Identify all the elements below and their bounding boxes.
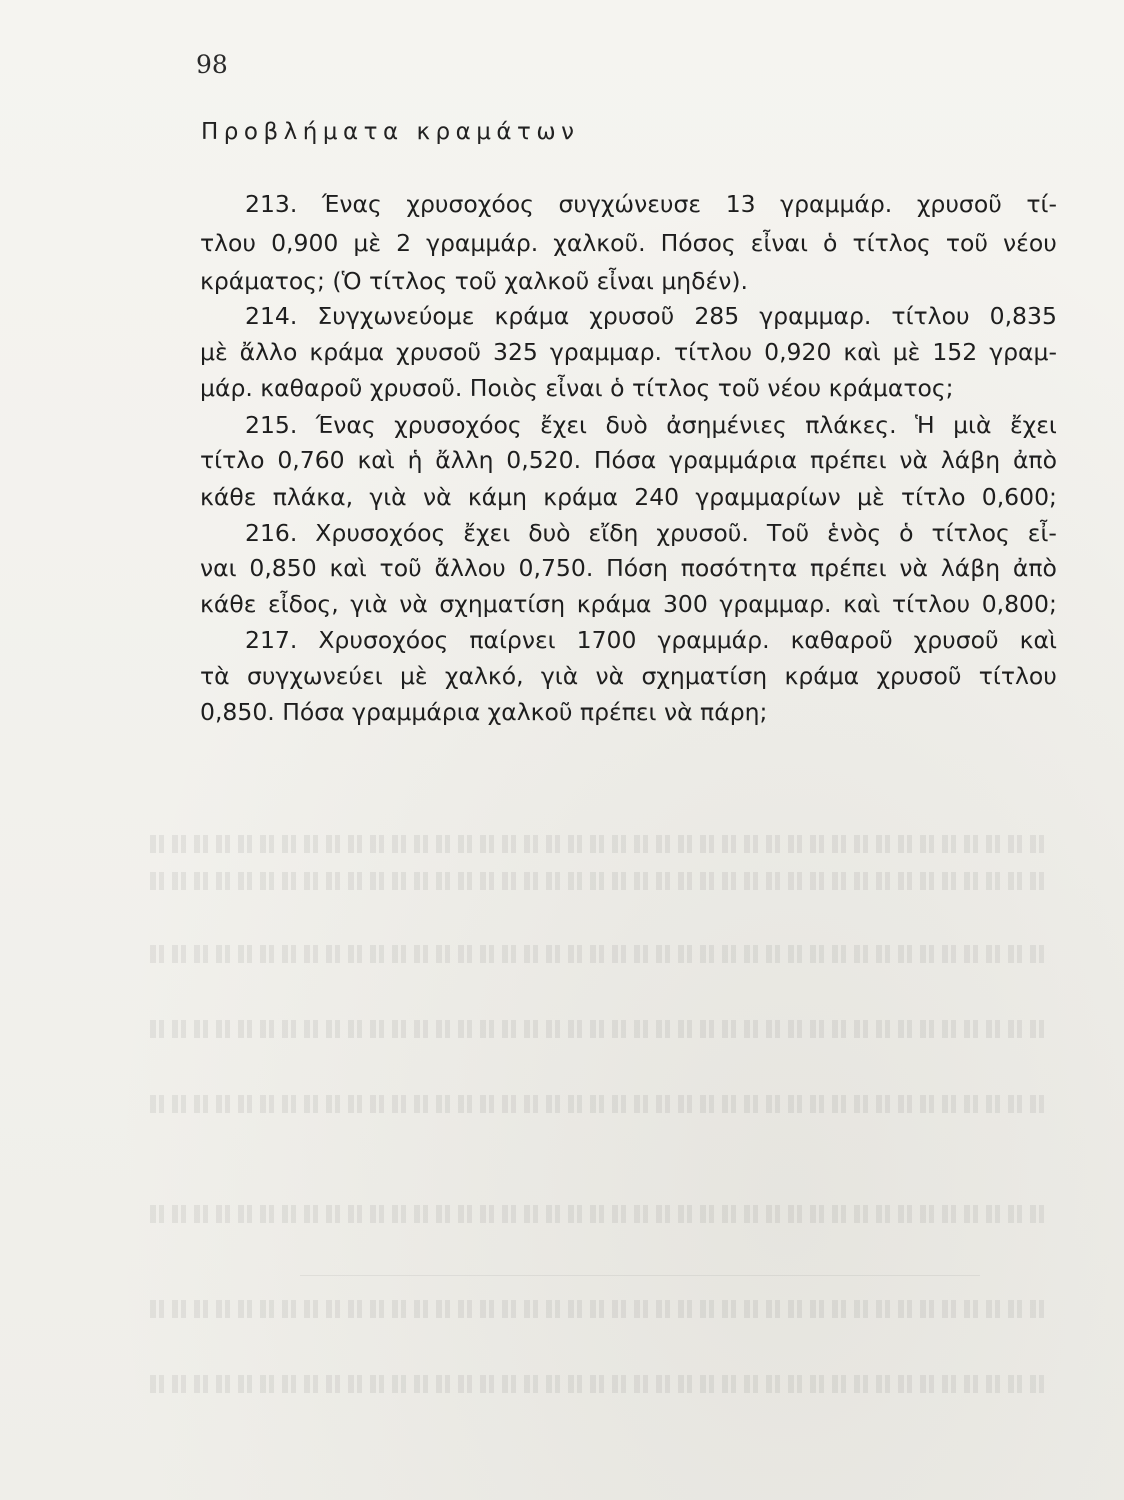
word: 214. [245, 302, 298, 330]
word: 13 [725, 190, 756, 218]
word: ἡ [407, 446, 423, 474]
word: τίτλου [673, 338, 753, 366]
word: Πόση [606, 554, 668, 582]
word: καθαροῦ [790, 626, 893, 654]
word: 325 [493, 338, 538, 366]
word: κράμα [543, 483, 618, 511]
word: τίτλου [891, 590, 971, 618]
word: χαλκοῦ. [553, 229, 646, 257]
word: γιὰ [540, 662, 579, 690]
word: εἶναι [750, 229, 808, 257]
word: ἔχει [463, 519, 511, 547]
word: Τοῦ [766, 519, 810, 547]
word: 217. [245, 626, 298, 654]
section-title: Προβλήματα κραμάτων [201, 119, 580, 145]
word: ἀσημένιες [666, 411, 787, 439]
bleed-through [150, 1300, 1050, 1318]
word: 0,520. [506, 446, 582, 474]
word: χρυσοχόος [406, 190, 534, 218]
word: τοῦ [379, 554, 422, 582]
text-line [200, 483, 1057, 511]
word: ἄλλη [435, 446, 494, 474]
word: σχηματίση [439, 590, 566, 618]
word: ὁ [823, 229, 838, 257]
word: γιὰ [350, 590, 388, 618]
word: Πόσος [660, 229, 736, 257]
word: εἶδος, [268, 590, 339, 618]
word: 0,800; [981, 590, 1057, 618]
word: νὰ [422, 483, 452, 511]
word: ὁ [899, 519, 914, 547]
word: 215. [245, 411, 298, 439]
word: 0,750. [518, 554, 594, 582]
word: τίτλου [978, 662, 1057, 690]
text-line [200, 554, 1057, 582]
word: 1700 [576, 626, 637, 654]
word: μὲ [857, 483, 885, 511]
word: γραμ- [989, 338, 1057, 366]
word: κάθε [200, 590, 257, 618]
word: χρυσοῦ [916, 190, 1002, 218]
word: τίτλου [891, 302, 970, 330]
text-line [200, 446, 1057, 474]
word: μὲ [353, 229, 382, 257]
text-line: μάρ. καθαροῦ χρυσοῦ. Ποιὸς εἶναι ὁ τίτλος τοῦ νέου κράματος; [200, 374, 954, 402]
word: ἄλλο [239, 338, 298, 366]
word: γραμμάρ. [426, 229, 539, 257]
text-line [200, 590, 1057, 618]
word: πρέπει [810, 554, 887, 582]
word: μὲ [200, 338, 228, 366]
word: 0,900 [271, 229, 339, 257]
word: κάμη [467, 483, 528, 511]
word: νὰ [399, 590, 428, 618]
word: δυὸ [528, 519, 571, 547]
bleed-through [150, 1095, 1050, 1113]
word: σχηματίση [641, 662, 768, 690]
word: μιὰ [953, 411, 992, 439]
text-line [245, 190, 1057, 218]
word: 0,760 [277, 446, 345, 474]
word: 152 [932, 338, 978, 366]
word: Χρυσοχόος [318, 626, 449, 654]
bleed-through [150, 1020, 1050, 1038]
word: Πόσα [593, 446, 657, 474]
text-line [245, 626, 1057, 654]
word: τίτλο [200, 446, 265, 474]
word: γραμμάρ. [657, 626, 770, 654]
word: καὶ [843, 338, 881, 366]
word: χρυσοῦ [876, 662, 962, 690]
text-line [200, 338, 1057, 366]
word: τλου [200, 229, 257, 257]
word: χρυσοῦ [396, 338, 482, 366]
word: ἀπὸ [1012, 554, 1057, 582]
word: ναι [200, 554, 237, 582]
word: 0,850 [249, 554, 317, 582]
word: τὰ [200, 662, 230, 690]
word: εἶ- [1027, 519, 1057, 547]
word: χρυσοχόος [394, 411, 522, 439]
word: πλάκα, [272, 483, 354, 511]
word: πρέπει [810, 446, 887, 474]
word: νὰ [899, 554, 929, 582]
word: τίτλος [931, 519, 1010, 547]
word: γιὰ [369, 483, 407, 511]
word: νέου [1003, 229, 1057, 257]
word: τίτλος [852, 229, 931, 257]
word: 285 [694, 302, 740, 330]
text-line: 0,850. Πόσα γραμμάρια χαλκοῦ πρέπει νὰ πάρη; [200, 698, 768, 726]
word: συγχωνεύει [246, 662, 383, 690]
word: παίρνει [469, 626, 556, 654]
word: νὰ [899, 446, 929, 474]
word: Ένας [315, 411, 376, 439]
word: 0,600; [981, 483, 1057, 511]
word: γραμμάρ. [780, 190, 893, 218]
word: τοῦ [945, 229, 988, 257]
word: 300 [662, 590, 708, 618]
word: μὲ [399, 662, 428, 690]
bleed-rule [300, 1275, 980, 1276]
text-line [200, 662, 1057, 690]
word: γραμμαρ. [759, 302, 872, 330]
word: χαλκό, [444, 662, 524, 690]
text-line [245, 302, 1057, 330]
word: συγχώνευσε [558, 190, 702, 218]
word: 0,920 [764, 338, 832, 366]
word: λάβη [940, 446, 1001, 474]
word: 240 [634, 483, 680, 511]
word: ἀπὸ [1012, 446, 1057, 474]
word: καὶ [843, 590, 881, 618]
word: χρυσοῦ [913, 626, 999, 654]
word: κράμα [576, 590, 652, 618]
word: καὶ [1019, 626, 1057, 654]
word: χρυσοῦ. [656, 519, 749, 547]
bleed-through [150, 835, 1050, 853]
word: πλάκες. [805, 411, 897, 439]
word: Χρυσοχόος [315, 519, 446, 547]
word: κάθε [200, 483, 257, 511]
word: γραμμαρίων [695, 483, 841, 511]
word: τίτλο [900, 483, 966, 511]
word: 216. [245, 519, 298, 547]
page-number: 98 [196, 50, 228, 79]
word: τί- [1026, 190, 1057, 218]
word: κράμα [494, 302, 570, 330]
bleed-through [150, 1205, 1050, 1223]
word: δυὸ [605, 411, 648, 439]
word: γραμμάρια [669, 446, 798, 474]
bleed-through [150, 872, 1050, 890]
word: ἔχει [1009, 411, 1057, 439]
word: 0,835 [989, 302, 1057, 330]
bleed-through [150, 1375, 1050, 1393]
word: χρυσοῦ [589, 302, 675, 330]
word: κράμα [309, 338, 385, 366]
text-line [245, 411, 1057, 439]
word: 213. [245, 190, 298, 218]
word: καὶ [329, 554, 367, 582]
word: κράμα [784, 662, 860, 690]
word: Συγχωνεύομε [317, 302, 475, 330]
text-line [200, 229, 1057, 257]
word: ἄλλου [434, 554, 506, 582]
word: ποσότητα [680, 554, 798, 582]
word: λάβη [940, 554, 1001, 582]
text-line: κράματος; (Ὁ τίτλος τοῦ χαλκοῦ εἶναι μηδέν). [200, 267, 749, 295]
word: μὲ [892, 338, 921, 366]
word: γραμμαρ. [719, 590, 832, 618]
word: νὰ [595, 662, 625, 690]
text-line [245, 519, 1057, 547]
word: Ἡ [915, 411, 935, 439]
word: γραμμαρ. [549, 338, 662, 366]
word: ἑνὸς [827, 519, 882, 547]
word: καὶ [357, 446, 395, 474]
word: Ένας [321, 190, 382, 218]
word: 2 [396, 229, 412, 257]
bleed-through [150, 945, 1050, 963]
word: ἔχει [540, 411, 588, 439]
word: εἴδη [588, 519, 639, 547]
